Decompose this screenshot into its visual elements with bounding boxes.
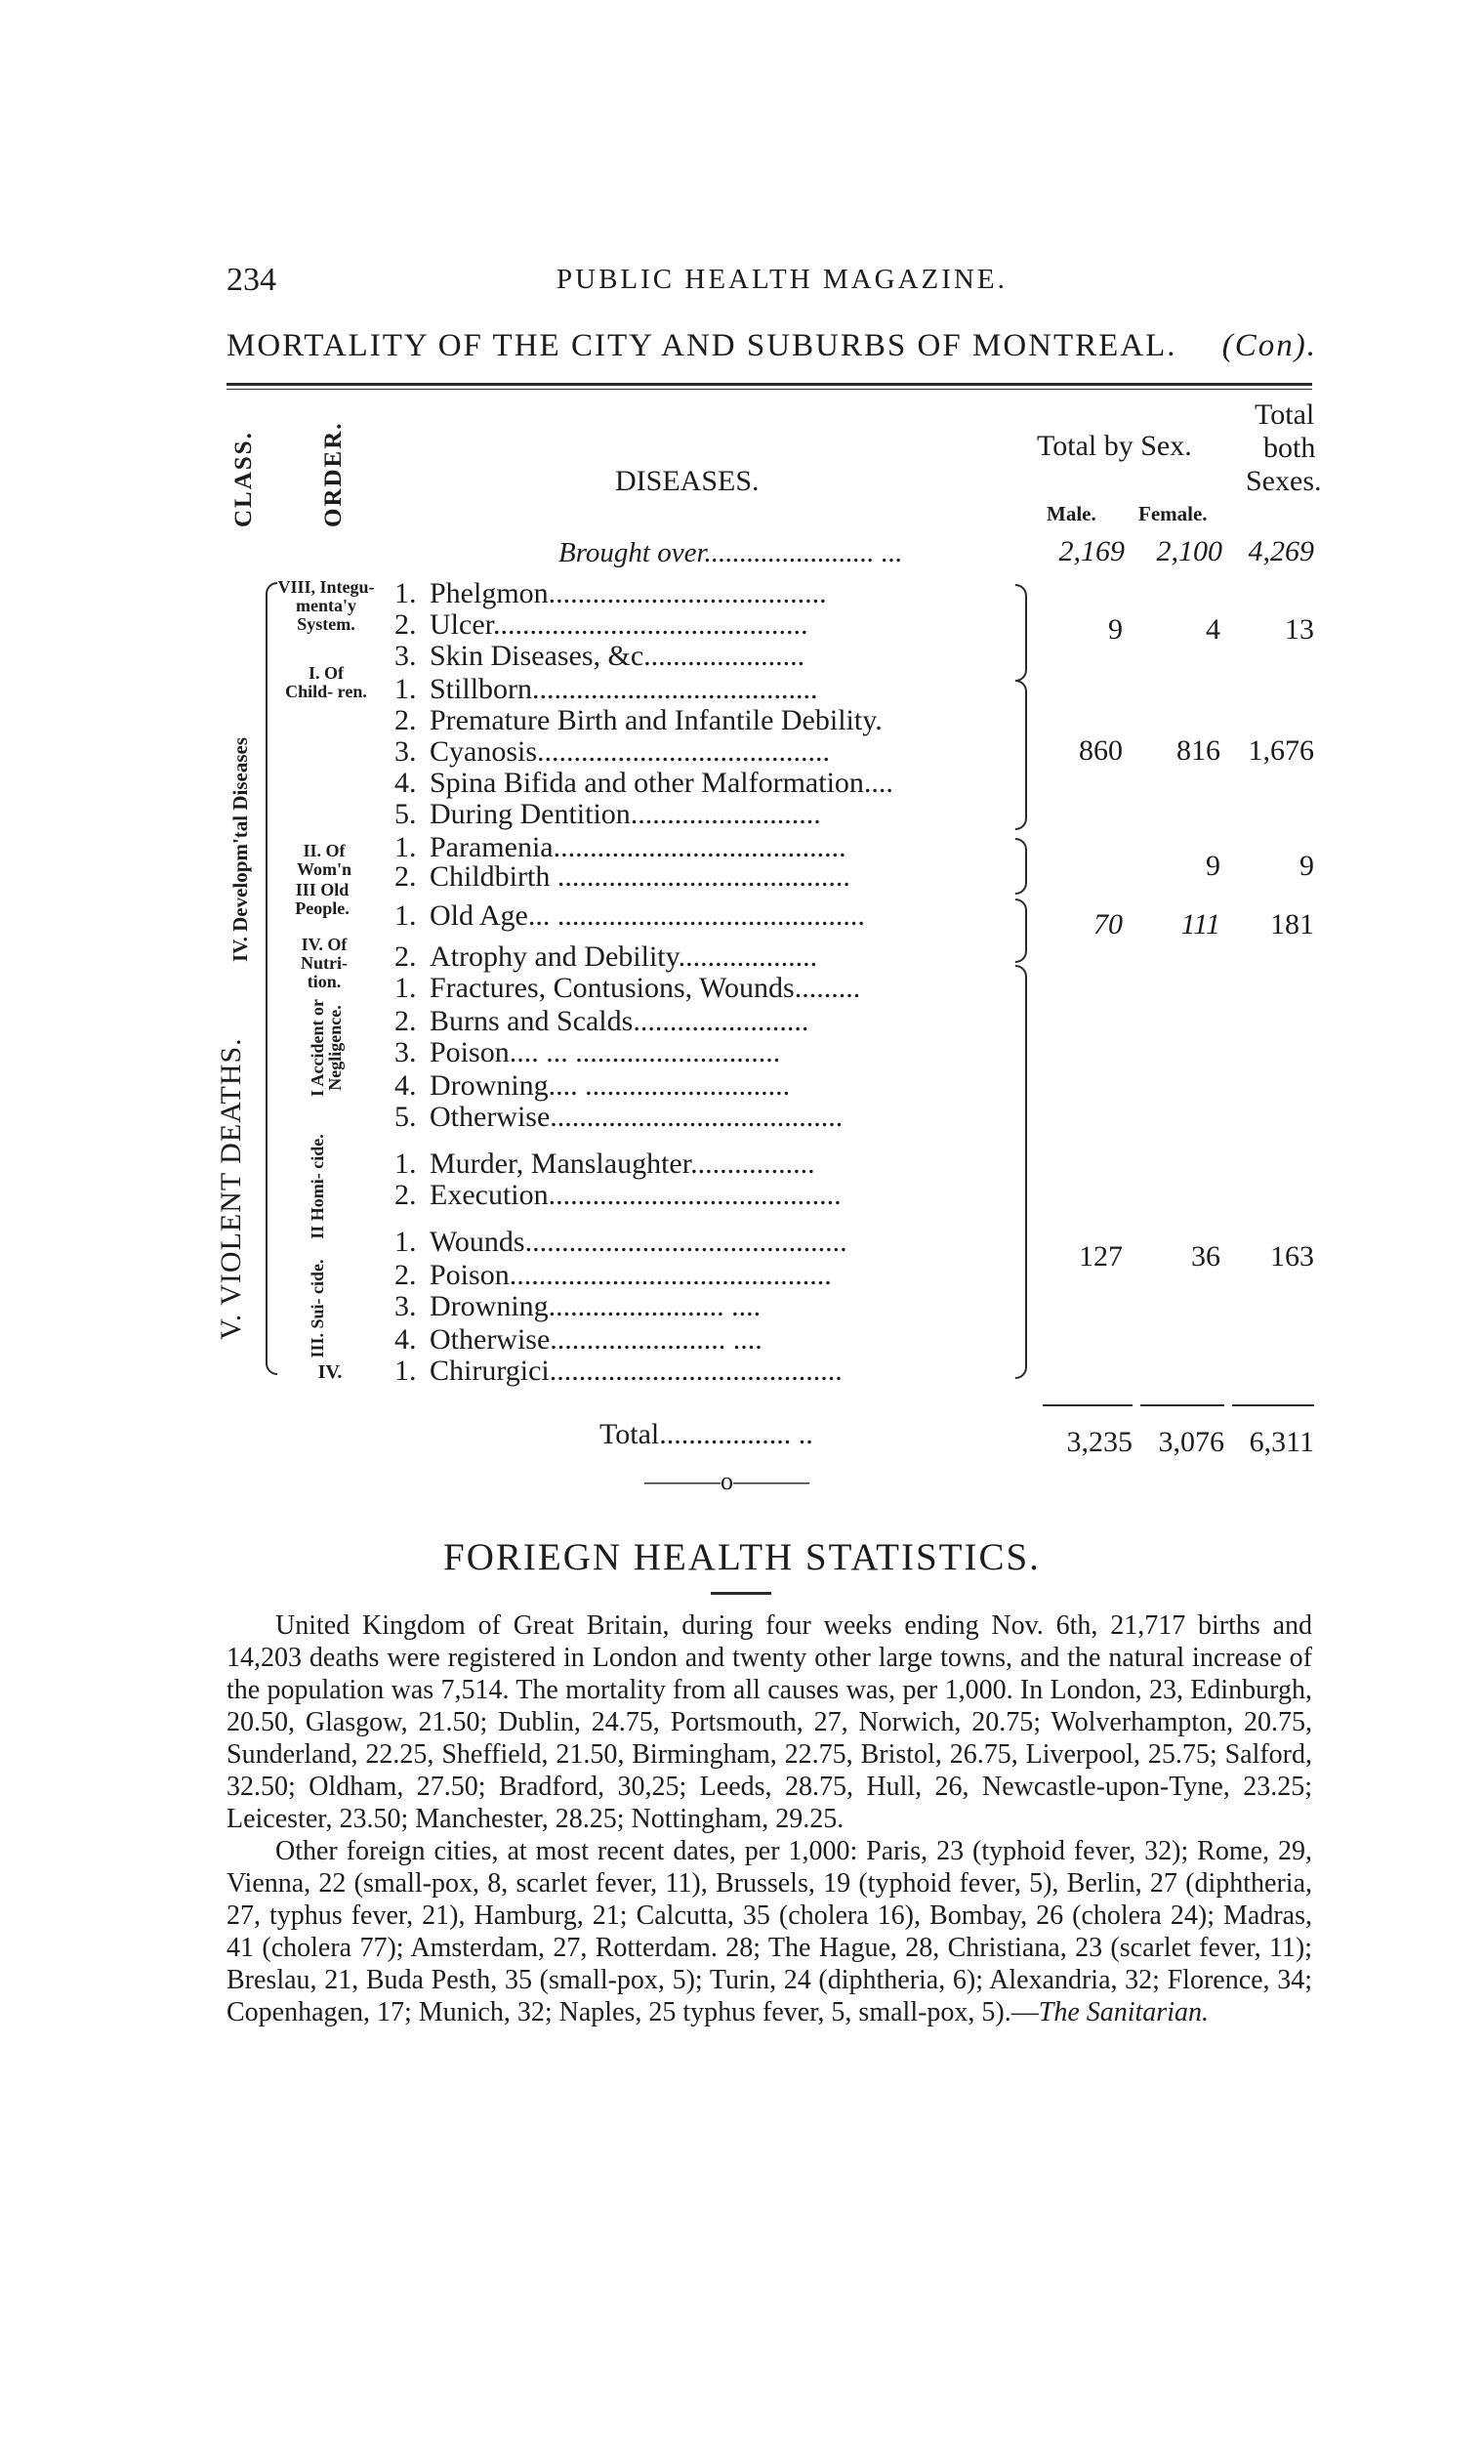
total-both-header-3: Sexes. (1246, 465, 1322, 497)
order-suicide: III. Sui- cide. (308, 1259, 327, 1358)
disease-row (394, 1260, 832, 1291)
class-label-developmental: IV. Developm'tal Diseases (228, 736, 252, 962)
order-iii-old: III Old People. (295, 880, 350, 918)
group-brace-3 (1015, 838, 1027, 895)
page-number: 234 (227, 262, 276, 298)
foreign-stats-title: FORIEGN HEALTH STATISTICS. (443, 1536, 1041, 1578)
disease-row (394, 768, 893, 799)
brought-over-total: 4,269 (1248, 535, 1314, 567)
total-by-sex-header: Total by Sex. (1037, 430, 1192, 462)
disease-row-number: 5. (394, 1101, 417, 1133)
disease-row-label: Cyanosis........................................ (430, 735, 831, 768)
disease-row (394, 1070, 790, 1102)
brought-over-male: 2,169 (1058, 535, 1125, 567)
disease-row-label: Fractures, Contusions, Wounds......... (430, 972, 861, 1004)
total-label: Total.................. .. (599, 1418, 813, 1450)
total-rule-female (1140, 1404, 1224, 1406)
disease-row-label: Execution........................................ (430, 1179, 842, 1211)
group-2-total: 1,676 (1248, 734, 1314, 767)
disease-row-label: Childbirth ........................................ (430, 860, 850, 893)
disease-row-label: Murder, Manslaughter................. (430, 1148, 815, 1180)
total-both-header-2: both (1263, 432, 1316, 464)
disease-row-label: Poison............................................ (430, 1259, 832, 1291)
order-iv-nutrition: IV. Of Nutri- tion. (301, 935, 348, 991)
brought-over-label: Brought over........................ ... (558, 537, 903, 568)
disease-row (394, 941, 817, 973)
order-i-children: I. Of Child- ren. (285, 663, 367, 701)
disease-row-number: 1. (394, 577, 417, 609)
disease-row-number: 2. (394, 860, 417, 893)
disease-row-label: Drowning........................ .... (430, 1290, 762, 1322)
disease-row-label: Skin Diseases, &c...................... (430, 640, 805, 672)
disease-row-label: Drowning.... ............................ (430, 1069, 791, 1102)
disease-row-number: 4. (394, 767, 417, 799)
total-female: 3,076 (1158, 1426, 1224, 1458)
disease-row-label: Spina Bifida and other Malformation.... (430, 767, 893, 799)
group-3-total: 9 (1299, 850, 1314, 882)
total-rule-male (1043, 1404, 1133, 1406)
foreign-title-rule (711, 1592, 771, 1595)
group-2-male: 860 (1079, 734, 1123, 767)
disease-row (394, 674, 818, 705)
group-4-total: 181 (1270, 908, 1314, 940)
group-5-female: 36 (1191, 1240, 1220, 1273)
brought-over-female: 2,100 (1156, 535, 1222, 567)
foreign-para-uk: United Kingdom of Great Britain, during four weeks ending Nov. 6th, 21,717 births and 14,203 deaths were registered in London and twenty other large towns, and the natural increase of the population was 7,514. The mortality from all causes was, per 1,000. In London, 23, Edinburgh, 20.50, Glasgow, 21.50; Dublin, 24.75, Portsmouth, 27, Norwich, 20.75; Wolverhampton, 20.75, Sunderland, 22.25, Sheffield, 21.50, Birmingham, 22.75, Bristol, 26.75, Liverpool, 25.75; Salford, 32.50; Oldham, 27.50; Bradford, 30,25; Leeds, 28.75, Hull, 26, Newcastle-upon-Tyne, 23.25; Leicester, 23.50; Manchester, 28.25; Nottingham, 29.25. (227, 1610, 1312, 1834)
disease-row (394, 609, 807, 641)
disease-row (394, 578, 827, 609)
male-header: Male. (1047, 502, 1096, 525)
disease-row-label: Ulcer........................................... (430, 608, 808, 641)
disease-row (394, 1006, 808, 1037)
disease-row-label: Otherwise........................ .... (430, 1323, 763, 1356)
group-brace-4 (1015, 898, 1027, 963)
disease-row (394, 641, 804, 672)
disease-row-label: Wounds............................................ (430, 1226, 847, 1258)
disease-row-number: 2. (394, 940, 417, 973)
disease-row-label: Old Age... .......................................... (430, 899, 865, 932)
total-male: 3,235 (1066, 1426, 1133, 1458)
disease-row-label: Paramenia........................................ (430, 831, 846, 863)
disease-row-label: Poison.... ... ............................ (430, 1036, 781, 1068)
disease-row-number: 2. (394, 1259, 417, 1291)
disease-row-number: 3. (394, 735, 417, 768)
disease-row-number: 2. (394, 1179, 417, 1211)
disease-row-number: 2. (394, 704, 417, 736)
disease-row-label: Otherwise........................................ (430, 1101, 844, 1133)
order-viii: VIII, Integu- menta'y System. (277, 577, 375, 634)
foreign-para-other (227, 1835, 1312, 2028)
disease-row (394, 799, 821, 830)
disease-row-number: 1. (394, 1226, 417, 1258)
disease-row-number: 1. (394, 972, 417, 1004)
disease-row-label: During Dentition.......................... (430, 798, 821, 830)
foreign-para-other-text: Other foreign cities, at most recent dates, per 1,000: Paris, 23 (typhoid fever, 32); Rome, 29, Vienna, 22 (small-pox, 8, scarlet fever, 11), Brussels, 19 (typhoid fever, 5), Berlin, 27 (diphtheria, 27, typhus fever, 21), Hamburg, 21; Calcutta, 35 (cholera 16), Bombay, 26 (cholera 24); Madras, 41 (cholera 77); Amsterdam, 27, Rotterdam. 28; The Hague, 28, Christiana, 23 (scarlet fever, 11); Breslau, 21, Buda Pesth, 35 (small-pox, 5); Turin, 24 (diphtheria, 6); Alexandria, 32; Florence, 34; Copenhagen, 17; Munich, 32; Naples, 25 typhus fever, 5, small-pox, 5).— (227, 1836, 1312, 2027)
disease-row-label: Burns and Scalds........................ (430, 1005, 809, 1037)
table-title-cont: (Con). (1221, 328, 1318, 363)
group-5-total: 163 (1270, 1240, 1314, 1273)
class-bracket (266, 582, 277, 1375)
group-4-male: 70 (1093, 908, 1123, 940)
disease-row-number: 1. (394, 899, 417, 932)
total-rule-total (1232, 1404, 1314, 1406)
group-brace-1 (1015, 584, 1027, 682)
order-iv: IV. (317, 1361, 343, 1383)
disease-row-number: 2. (394, 1005, 417, 1037)
disease-row (394, 736, 830, 768)
disease-row (394, 832, 846, 863)
order-ii-women: II. Of Wom'n (296, 841, 351, 879)
disease-row (394, 900, 865, 932)
group-2-female: 816 (1176, 734, 1220, 767)
disease-row (394, 1291, 761, 1322)
group-1-female: 4 (1206, 613, 1220, 646)
disease-row-number: 5. (394, 798, 417, 830)
total-total: 6,311 (1249, 1426, 1314, 1458)
disease-row-number: 1. (394, 673, 417, 705)
group-4-female: 111 (1180, 908, 1220, 940)
disease-row (394, 1324, 763, 1356)
disease-row-number: 3. (394, 1290, 417, 1322)
order-column-header: ORDER. (320, 421, 347, 527)
section-separator: ———o——— (644, 1467, 809, 1495)
group-5-male: 127 (1079, 1240, 1123, 1273)
diseases-column-header: DISEASES. (615, 465, 760, 497)
disease-row (394, 1148, 815, 1180)
disease-row (394, 1227, 847, 1258)
running-head: PUBLIC HEALTH MAGAZINE. (556, 264, 1008, 295)
disease-row (394, 1356, 843, 1387)
total-both-header-1: Total (1255, 398, 1315, 431)
foreign-stats-body (227, 1609, 1312, 2028)
group-1-male: 9 (1108, 613, 1123, 646)
disease-row-number: 2. (394, 608, 417, 641)
disease-row-label: Premature Birth and Infantile Debility. (430, 704, 883, 736)
disease-row-number: 4. (394, 1069, 417, 1102)
disease-row (394, 861, 850, 893)
order-accident: I Accident or Negligence. (308, 999, 345, 1097)
group-3-female: 9 (1206, 850, 1220, 882)
order-homicide: II Homi- cide. (308, 1134, 327, 1239)
disease-row (394, 973, 860, 1004)
disease-row-number: 1. (394, 1355, 417, 1387)
class-column-header: CLASS. (230, 431, 257, 527)
disease-row-label: Chirurgici........................................ (430, 1355, 843, 1387)
disease-row (394, 1102, 843, 1133)
female-header: Female. (1138, 502, 1208, 525)
disease-row-number: 3. (394, 1036, 417, 1068)
disease-row (394, 705, 883, 736)
group-brace-5 (1015, 965, 1027, 1379)
table-title-text: MORTALITY OF THE CITY AND SUBURBS OF MONTREAL. (227, 328, 1177, 363)
disease-row-number: 3. (394, 640, 417, 672)
header-rule-top (227, 383, 1312, 386)
disease-row-label: Atrophy and Debility................... (430, 940, 818, 973)
disease-row-number: 1. (394, 831, 417, 863)
disease-row-label: Stillborn....................................... (430, 673, 818, 705)
source-citation: The Sanitarian. (1038, 1997, 1209, 2027)
class-label-violent: V. VIOLENT DEATHS. (215, 1037, 247, 1340)
group-brace-2 (1015, 680, 1027, 830)
disease-row (394, 1180, 842, 1211)
disease-row-number: 1. (394, 1148, 417, 1180)
disease-row-label: Phelgmon...................................... (430, 577, 827, 609)
group-1-total: 13 (1285, 613, 1314, 646)
disease-row-number: 4. (394, 1323, 417, 1356)
disease-row (394, 1037, 780, 1068)
header-rule-top-2 (227, 389, 1312, 390)
table-title (227, 328, 1317, 364)
